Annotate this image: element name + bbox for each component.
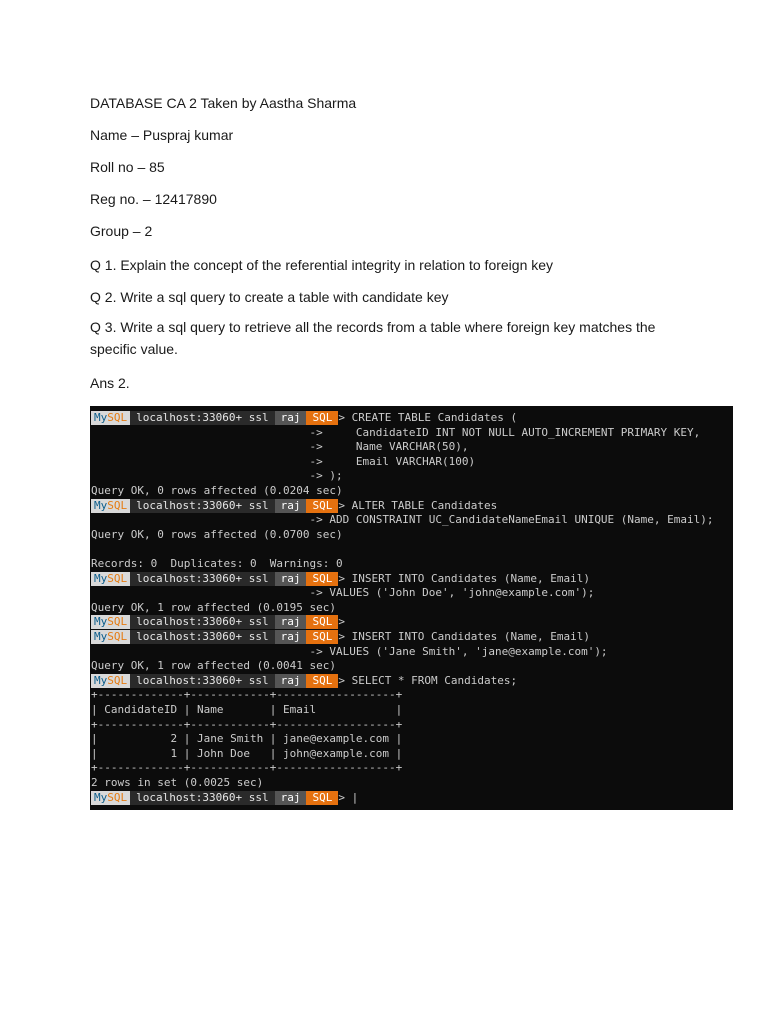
mysql-logo-my: My (94, 615, 108, 629)
mysql-prompt (91, 499, 345, 513)
mysql-prompt (91, 791, 345, 805)
mysql-logo-my: My (94, 673, 108, 687)
terminal-output-line: | 2 | Jane Smith | jane@example.com | (91, 732, 403, 746)
terminal-continuation-line: -> ADD CONSTRAINT UC_CandidateNameEmail UNIQUE (Name, Email); (91, 513, 714, 527)
group-number: Group – 2 (90, 223, 153, 239)
mysql-logo-my: My (94, 790, 108, 804)
terminal-output-line: Query OK, 1 row affected (0.0195 sec) (91, 600, 337, 614)
terminal-prompt-line (91, 499, 497, 513)
terminal-output-line: Records: 0 Duplicates: 0 Warnings: 0 (91, 557, 343, 570)
terminal-continuation-line: -> CandidateID INT NOT NULL AUTO_INCREMENT PRIMARY KEY, (91, 425, 701, 439)
mysql-logo-sql: SQL (107, 630, 128, 643)
mysql-prompt (91, 674, 345, 688)
mysql-logo-segment (91, 674, 130, 688)
terminal-prompt-line (91, 791, 358, 805)
prompt-mode-segment: SQL (306, 674, 338, 688)
question-3: Q 3. Write a sql query to retrieve all the records from a table where foreign key matches the specific value. (90, 319, 656, 357)
terminal-output-line: Query OK, 1 row affected (0.0041 sec) (91, 659, 337, 673)
prompt-host-segment: localhost:33060+ ssl (130, 499, 274, 513)
prompt-host-segment: localhost:33060+ ssl (130, 572, 274, 586)
prompt-arrow: > (338, 571, 345, 585)
terminal-output-line: Query OK, 0 rows affected (0.0204 sec) (91, 484, 343, 497)
mysql-logo-sql: SQL (107, 498, 128, 512)
prompt-host-segment: localhost:33060+ ssl (130, 615, 274, 629)
mysql-terminal-screenshot (90, 406, 733, 810)
mysql-logo-my: My (94, 630, 108, 643)
terminal-output-line: +-------------+------------+------------------+ (91, 761, 403, 775)
terminal-output-line: | 1 | John Doe | john@example.com | (91, 746, 403, 760)
prompt-arrow: > (338, 630, 345, 643)
prompt-host-segment: localhost:33060+ ssl (130, 411, 274, 425)
mysql-prompt (91, 615, 345, 629)
prompt-mode-segment: SQL (306, 572, 338, 586)
prompt-arrow: > (338, 615, 345, 629)
terminal-prompt-line (91, 411, 517, 425)
prompt-user-segment: raj (275, 791, 307, 805)
mysql-prompt (91, 572, 345, 586)
prompt-arrow: > (338, 498, 345, 512)
terminal-continuation-line: -> VALUES ('Jane Smith', 'jane@example.com'); (91, 644, 608, 658)
student-name: Name – Puspraj kumar (90, 127, 234, 143)
terminal-output-line: +-------------+------------+------------------+ (91, 717, 403, 731)
mysql-logo-segment (91, 791, 130, 805)
prompt-mode-segment: SQL (306, 615, 338, 629)
mysql-logo-segment (91, 499, 130, 513)
prompt-host-segment: localhost:33060+ ssl (130, 674, 274, 688)
terminal-command-text: INSERT INTO Candidates (Name, Email) (344, 571, 590, 585)
prompt-user-segment: raj (275, 674, 307, 688)
prompt-user-segment: raj (275, 630, 307, 644)
mysql-logo-sql: SQL (107, 571, 128, 585)
terminal-continuation-line: -> Email VARCHAR(100) (91, 454, 476, 468)
terminal-output-line: | CandidateID | Name | Email | (91, 703, 403, 716)
terminal-output-line: 2 rows in set (0.0025 sec) (91, 776, 264, 789)
prompt-mode-segment: SQL (306, 411, 338, 425)
mysql-logo-segment (91, 615, 130, 629)
prompt-mode-segment: SQL (306, 630, 338, 644)
prompt-mode-segment: SQL (306, 499, 338, 513)
terminal-command-text: SELECT * FROM Candidates; (344, 673, 518, 687)
mysql-prompt (91, 411, 345, 425)
prompt-host-segment: localhost:33060+ ssl (130, 791, 274, 805)
roll-number: Roll no – 85 (90, 159, 165, 175)
mysql-logo-segment (91, 572, 130, 586)
mysql-logo-my: My (94, 498, 108, 512)
mysql-logo-sql: SQL (107, 615, 128, 629)
terminal-continuation-line: -> VALUES ('John Doe', 'john@example.com'); (91, 586, 595, 600)
document-title: DATABASE CA 2 Taken by Aastha Sharma (90, 95, 357, 111)
prompt-arrow: > (338, 790, 345, 804)
answer-label: Ans 2. (90, 375, 130, 391)
mysql-logo-sql: SQL (107, 790, 128, 804)
terminal-command-text: | (344, 790, 359, 804)
prompt-arrow: > (338, 411, 345, 424)
mysql-logo-segment (91, 630, 130, 644)
question-1: Q 1. Explain the concept of the referential integrity in relation to foreign key (90, 257, 554, 273)
terminal-command-text: CREATE TABLE Candidates ( (344, 411, 518, 424)
mysql-prompt (91, 630, 345, 644)
prompt-user-segment: raj (275, 615, 307, 629)
terminal-prompt-line (91, 630, 590, 644)
question-2: Q 2. Write a sql query to create a table with candidate key (90, 289, 449, 305)
registration-number: Reg no. – 12417890 (90, 191, 217, 207)
terminal-prompt-line (91, 615, 345, 629)
prompt-host-segment: localhost:33060+ ssl (130, 630, 274, 644)
prompt-arrow: > (338, 673, 345, 687)
mysql-logo-my: My (94, 411, 108, 424)
terminal-prompt-line (91, 674, 517, 688)
terminal-output-line: Query OK, 0 rows affected (0.0700 sec) (91, 527, 343, 541)
mysql-logo-segment (91, 411, 130, 425)
mysql-logo-sql: SQL (107, 411, 128, 424)
mysql-logo-sql: SQL (107, 673, 128, 687)
prompt-user-segment: raj (275, 499, 307, 513)
terminal-continuation-line: -> Name VARCHAR(50), (91, 440, 469, 454)
terminal-command-text: INSERT INTO Candidates (Name, Email) (344, 630, 590, 643)
prompt-mode-segment: SQL (306, 791, 338, 805)
prompt-user-segment: raj (275, 411, 307, 425)
prompt-user-segment: raj (275, 572, 307, 586)
mysql-logo-my: My (94, 571, 108, 585)
terminal-command-text: ALTER TABLE Candidates (344, 498, 498, 512)
terminal-continuation-line: -> ); (91, 469, 343, 483)
terminal-prompt-line (91, 572, 590, 586)
terminal-output-line: +-------------+------------+------------------+ (91, 688, 403, 702)
